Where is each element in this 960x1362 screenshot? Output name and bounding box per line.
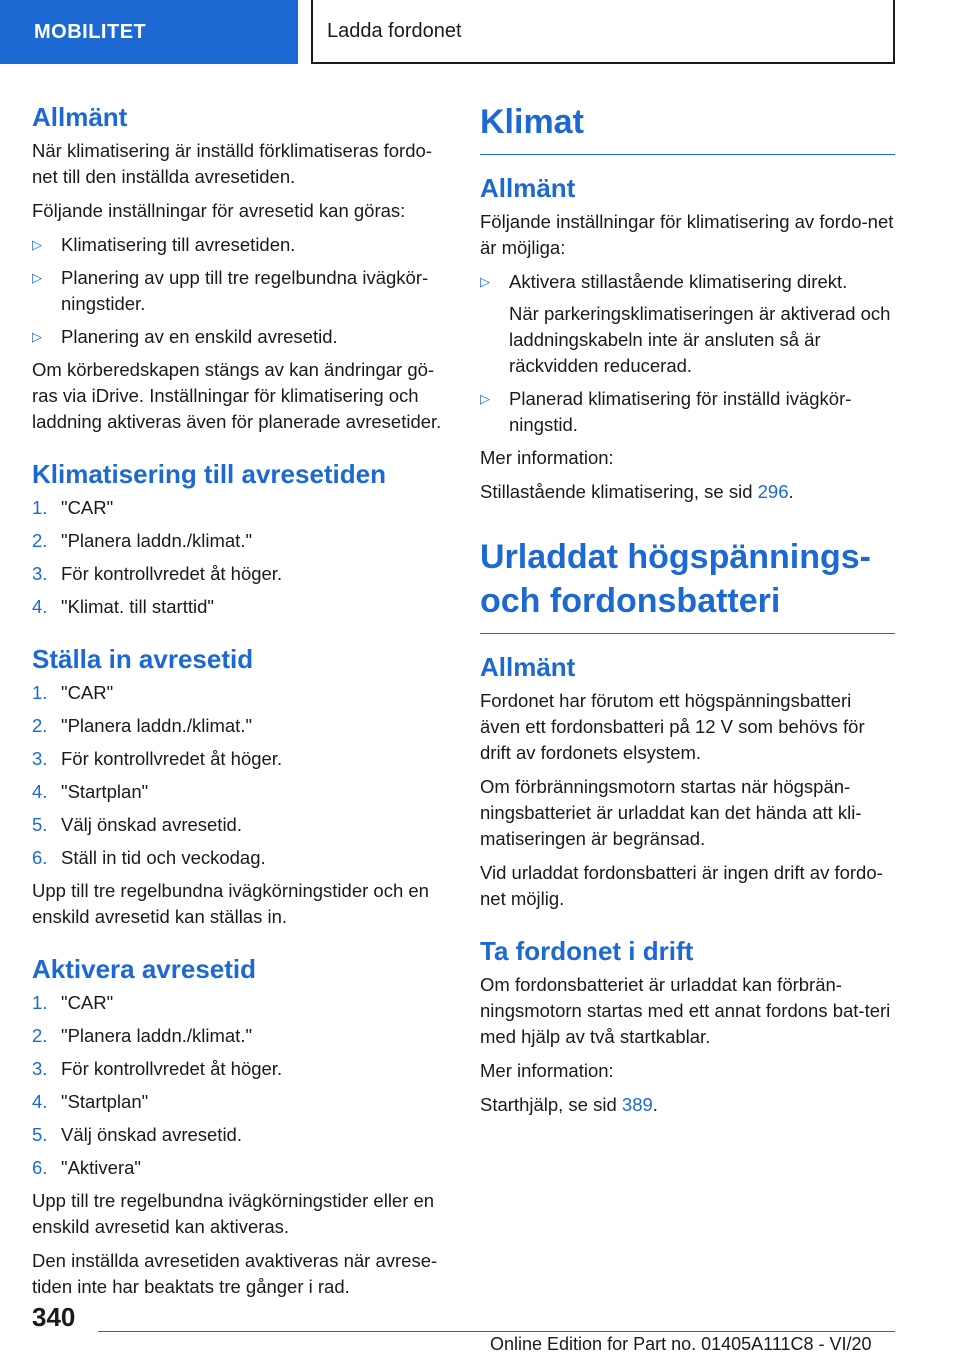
general-p3: Om körberedskapen stängs av kan ändringar gö-ras via iDrive. Inställningar för klimatisering och laddning aktiveras även för planerade avresetider.	[32, 359, 442, 432]
list-item: 5. Välj önskad avresetid.	[32, 814, 242, 835]
triangle-bullet-icon: ▷	[32, 270, 42, 285]
klimat-general-heading: Allmänt	[480, 173, 576, 203]
footer-edition: Online Edition for Part no. 01405A111C8 - VI/20	[490, 1334, 872, 1354]
start-vehicle-section	[480, 934, 895, 1118]
triangle-bullet-icon: ▷	[32, 237, 42, 252]
general-p2: Följande inställningar för avresetid kan göras:	[32, 200, 406, 221]
activate-departure-section	[32, 952, 450, 1300]
klimat-bullet-list	[480, 269, 895, 438]
right-column	[480, 100, 895, 1126]
start-vehicle-heading: Ta fordonet i drift	[480, 936, 694, 966]
list-item: 3. För kontrollvredet åt höger.	[32, 748, 283, 769]
footer-divider	[98, 1331, 895, 1332]
activate-departure-heading: Aktivera avresetid	[32, 954, 257, 984]
list-item: 1. "CAR"	[32, 497, 114, 518]
list-item: 1. "CAR"	[32, 992, 114, 1013]
general-section	[32, 100, 450, 435]
klimat-more-info: Mer information:	[480, 447, 614, 468]
klimat-section	[480, 100, 895, 505]
start-more-info: Mer information:	[480, 1060, 614, 1081]
triangle-bullet-icon: ▷	[480, 391, 490, 406]
page-link-389[interactable]: 389	[621, 1094, 653, 1115]
general-p1: När klimatisering är inställd förklimatiseras fordo-net till den inställda avresetiden.	[32, 140, 432, 187]
klimat-title: Klimat	[480, 100, 895, 155]
list-item: 2. "Planera laddn./klimat."	[32, 715, 253, 736]
page-link-296[interactable]: 296	[757, 481, 789, 502]
climate-departure-heading: Klimatisering till avresetiden	[32, 459, 387, 489]
list-item: ▷ Aktivera stillastående klimatisering direkt. När parkeringsklimatiseringen är aktiverad och laddningskabeln inte är ansluten så är räckvidden reducerad.	[480, 269, 895, 379]
klimat-reference: Stillastående klimatisering, se sid 296.	[480, 481, 794, 502]
climate-departure-section	[32, 457, 450, 620]
list-item: 4. "Klimat. till starttid"	[32, 596, 214, 617]
list-item: ▷ Planering av upp till tre regelbundna ivägkör-ningstider.	[32, 267, 429, 314]
list-item: ▷ Planerad klimatisering för inställd ivägkör-ningstid.	[480, 388, 852, 435]
general-bullet-list	[32, 232, 450, 350]
battery-p2: Om förbränningsmotorn startas när högspän-ningsbatteriet är urladdat kan det hända att kli-matiseringen är begränsad.	[480, 776, 862, 849]
triangle-bullet-icon: ▷	[480, 274, 490, 289]
activate-departure-note1: Upp till tre regelbundna ivägkörningstider eller en enskild avresetid kan aktiveras.	[32, 1190, 435, 1237]
list-item: 3. För kontrollvredet åt höger.	[32, 1058, 283, 1079]
climate-departure-steps	[32, 495, 450, 620]
battery-p1: Fordonet har förutom ett högspänningsbatteri även ett fordonsbatteri på 12 V som behövs för drift av fordonets elsystem.	[480, 690, 865, 763]
start-vehicle-p1: Om fordonsbatteriet är urladdat kan förbrän-ningsmotorn startas med ett annat fordons bat-teri med hjälp av två startkablar.	[480, 974, 891, 1047]
set-departure-steps	[32, 680, 450, 871]
page-number: 340	[32, 1302, 76, 1332]
battery-section	[480, 535, 895, 912]
battery-p3: Vid urladdat fordonsbatteri är ingen drift av fordo-net möjlig.	[480, 862, 883, 909]
list-item: ▷ Planering av en enskild avresetid.	[32, 324, 450, 350]
battery-title: Urladdat högspännings- och fordonsbatteri	[480, 535, 895, 634]
activate-departure-note2: Den inställda avresetiden avaktiveras när avrese-tiden inte har beaktats tre gånger i rad.	[32, 1250, 438, 1297]
list-item: 4. "Startplan"	[32, 1091, 149, 1112]
list-item: 3. För kontrollvredet åt höger.	[32, 563, 283, 584]
general-heading: Allmänt	[32, 102, 128, 132]
set-departure-section	[32, 642, 450, 930]
battery-general-heading: Allmänt	[480, 652, 576, 682]
list-item: 2. "Planera laddn./klimat."	[32, 1025, 253, 1046]
triangle-bullet-icon: ▷	[32, 329, 42, 344]
list-item: 6. "Aktivera"	[32, 1157, 141, 1178]
section-tab: MOBILITET	[0, 0, 298, 64]
list-item: ▷ Klimatisering till avresetiden.	[32, 232, 450, 258]
bullet-sub-text: När parkeringsklimatiseringen är aktiverad och laddningskabeln inte är ansluten så är räckvidden reducerad.	[509, 303, 891, 376]
klimat-p1: Följande inställningar för klimatisering av fordo-net är möjliga:	[480, 211, 894, 258]
list-item: 5. Välj önskad avresetid.	[32, 1124, 242, 1145]
page-title: Ladda fordonet	[311, 0, 895, 64]
set-departure-note: Upp till tre regelbundna ivägkörningstider och en enskild avresetid kan ställas in.	[32, 880, 429, 927]
list-item: 4. "Startplan"	[32, 781, 149, 802]
left-column	[32, 100, 450, 1308]
list-item: 1. "CAR"	[32, 682, 114, 703]
start-reference: Starthjälp, se sid 389.	[480, 1094, 658, 1115]
activate-departure-steps	[32, 990, 450, 1181]
list-item: 2. "Planera laddn./klimat."	[32, 530, 253, 551]
list-item: 6. Ställ in tid och veckodag.	[32, 847, 266, 868]
set-departure-heading: Ställa in avresetid	[32, 644, 254, 674]
